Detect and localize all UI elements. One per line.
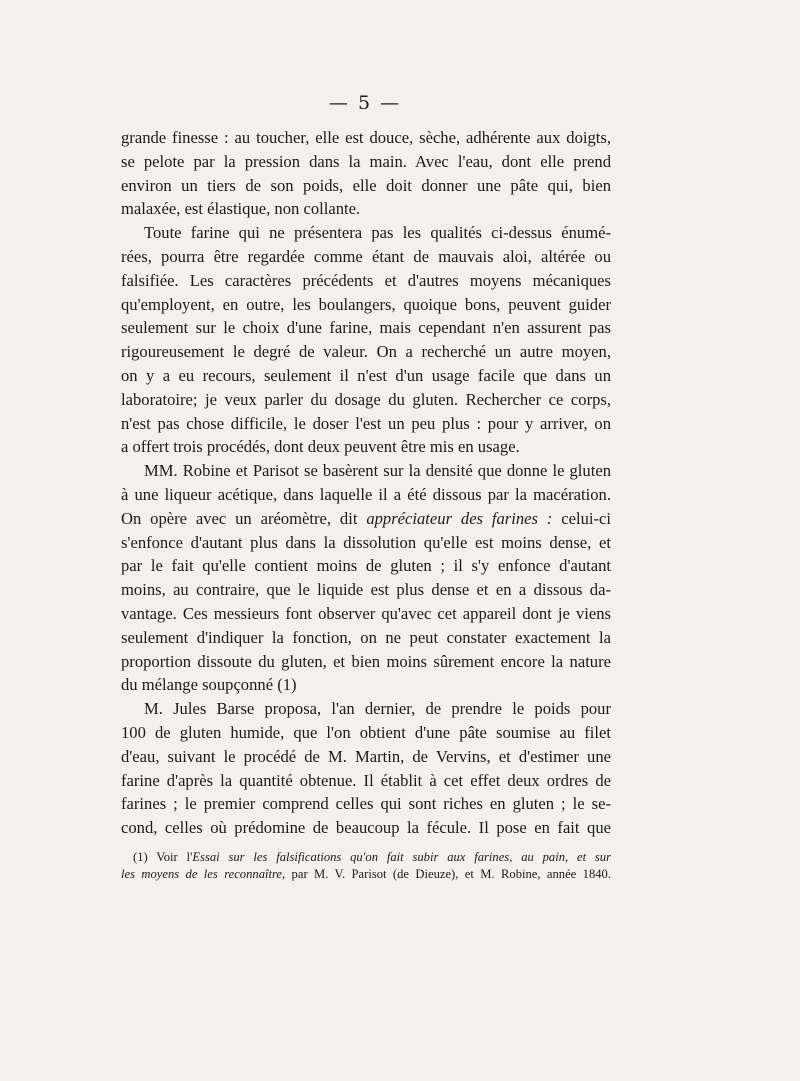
text-line: à une liqueur acétique, dans laquelle il a été dissous par la macération.: [121, 484, 611, 504]
text-line: par le fait qu'elle contient moins de gluten ; il s'y enfonce d'autant: [121, 556, 611, 576]
footnote-marker-text: (1) Voir l': [133, 850, 193, 864]
italic-term: appréciateur des farines :: [366, 508, 553, 528]
text-line: 100 de gluten humide, que l'on obtient d'une pâte soumise au filet: [121, 722, 611, 742]
text-line: grande finesse : au toucher, elle est douce, sèche, adhérente aux doigts,: [121, 128, 611, 147]
text-segment: celui-ci: [552, 508, 611, 528]
footnote-line: [121, 849, 611, 866]
text-line: se pelote par la pression dans la main. Avec l'eau, dont elle prend: [121, 151, 611, 171]
text-line: rigoureusement le degré de valeur. On a recherché un autre moyen,: [121, 342, 611, 362]
paragraph-start-line: MM. Robine et Parisot se basèrent sur la densité que donne le gluten: [144, 461, 611, 481]
text-line: d'eau, suivant le procédé de M. Martin, de Vervins, et d'estimer une: [121, 746, 611, 766]
text-line: falsifiée. Les caractères précédents et d'autres moyens mécaniques: [121, 270, 611, 290]
text-line: on y a eu recours, seulement il n'est d'un usage facile que dans un: [121, 365, 611, 385]
text-line: laboratoire; je veux parler du dosage du gluten. Rechercher ce corps,: [121, 389, 611, 409]
text-line: cond, celles où prédomine de beaucoup la fécule. Il pose en fait que: [121, 818, 611, 838]
footnote-line: [121, 866, 611, 883]
text-line: seulement d'indiquer la fonction, on ne peut constater exactement la: [121, 627, 611, 647]
text-line: s'enfonce d'autant plus dans la dissolution qu'elle est moins dense, et: [121, 532, 611, 552]
text-line: proportion dissoute du gluten, et bien moins sûrement encore la nature: [121, 651, 611, 671]
text-line: rées, pourra être regardée comme étant de mauvais aloi, altérée ou: [121, 246, 611, 266]
footnote-book-title-cont: les moyens de les reconnaître,: [121, 867, 286, 881]
text-line: n'est pas chose difficile, le doser l'est un peu plus : pour y arriver, on: [121, 413, 611, 433]
text-line-with-italic: [121, 507, 611, 531]
text-line: farine d'après la quantité obtenue. Il établit à cet effet deux ordres de: [121, 770, 611, 790]
text-line: du mélange soupçonné (1): [121, 675, 297, 695]
text-line: a offert trois procédés, dont deux peuvent être mis en usage.: [121, 437, 520, 457]
text-line: environ un tiers de son poids, elle doit donner une pâte qui, bien: [121, 175, 611, 195]
text-line: qu'employent, en outre, les boulangers, quoique bons, peuvent guider: [121, 294, 611, 314]
footnote: [121, 849, 611, 883]
text-line: vantage. Ces messieurs font observer qu'avec cet appareil dont je viens: [121, 603, 611, 623]
text-line: moins, au contraire, que le liquide est plus dense et en a dissous da-: [121, 580, 611, 600]
text-line: farines ; le premier comprend celles qui sont riches en gluten ; le se-: [121, 794, 611, 814]
paragraph-start-line: Toute farine qui ne présentera pas les qualités ci-dessus énumé-: [144, 223, 611, 243]
paragraph-start-line: M. Jules Barse proposa, l'an dernier, de prendre le poids pour: [144, 699, 611, 719]
text-line: seulement sur le choix d'une farine, mais cependant n'en assurent pas: [121, 318, 611, 338]
page-number: — 5 —: [328, 92, 402, 114]
footnote-book-title: Essai sur les falsifications qu'on fait subir aux farines, au pain, et sur: [192, 850, 611, 864]
text-segment: On opère avec un aréomètre, dit: [121, 508, 367, 528]
text-line: malaxée, est élastique, non collante.: [121, 199, 361, 219]
body-text: [121, 126, 611, 840]
footnote-authors: par M. V. Parisot (de Dieuze), et M. Robine, année 1840.: [285, 867, 611, 881]
